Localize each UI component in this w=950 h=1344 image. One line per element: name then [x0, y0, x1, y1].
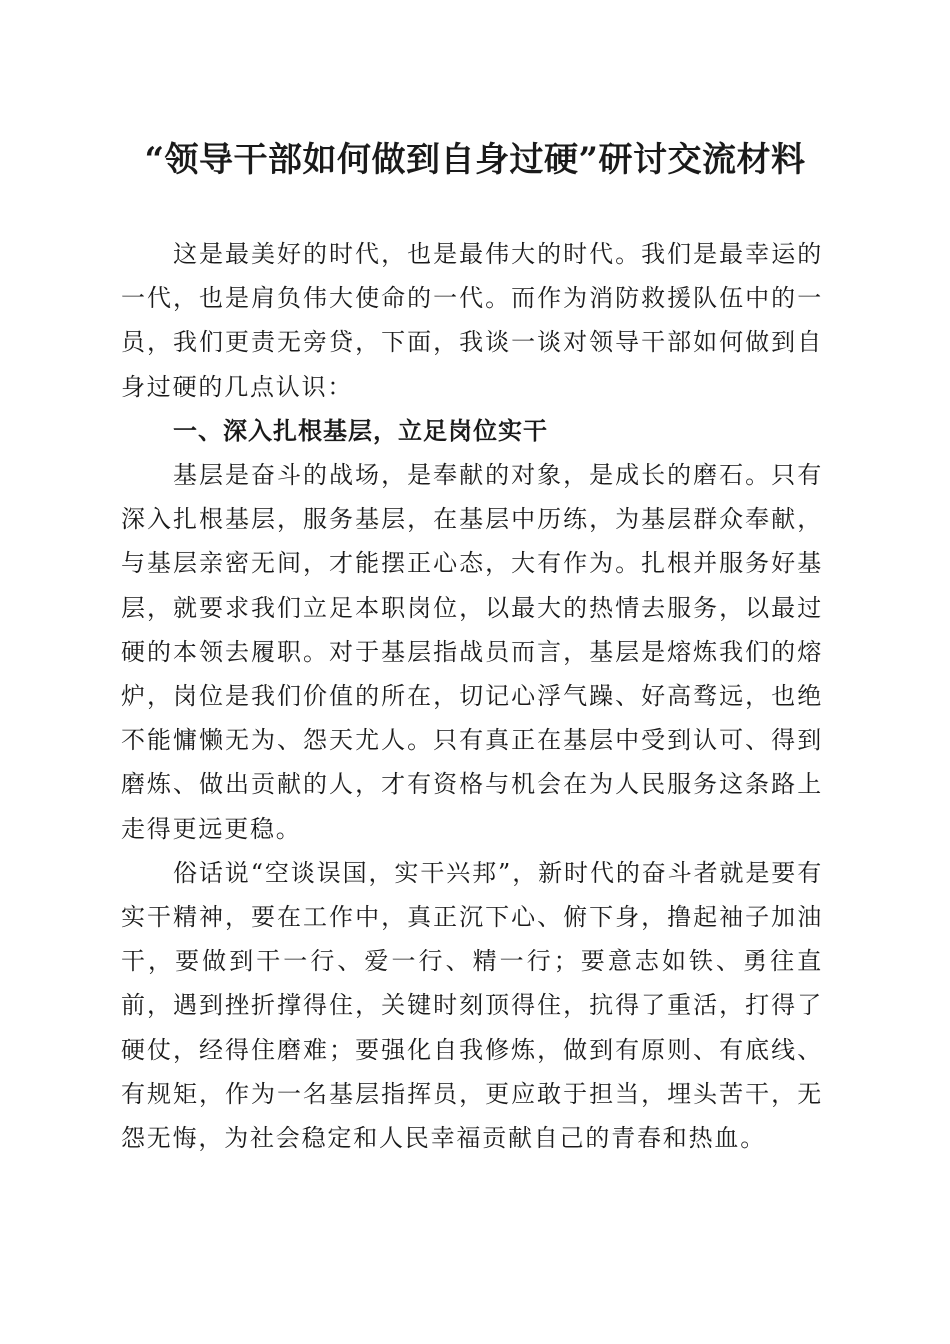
- body-paragraph: 俗话说“空谈误国，实干兴邦”，新时代的奋斗者就是要有实干精神，要在工作中，真正沉下心、俯下身，撸起袖子加油干，要做到干一行、爱一行、精一行；要意志如铁、勇往直前，遇到挫折撑得住，关键时刻顶得住，抗得了重活，打得了硬仗，经得住磨难；要强化自我修炼，做到有原则、有底线、有规矩，作为一名基层指挥员，更应敢于担当，埋头苦干，无怨无悔，为社会稳定和人民幸福贡献自己的青春和热血。: [121, 858, 823, 1153]
- document-body: [121, 232, 823, 1160]
- intro-paragraph: 这是最美好的时代，也是最伟大的时代。我们是最幸运的一代，也是肩负伟大使命的一代。而作为消防救援队伍中的一员，我们更责无旁贷，下面，我谈一谈对领导干部如何做到自身过硬的几点认识：: [121, 240, 823, 401]
- body-paragraph: 基层是奋斗的战场，是奉献的对象，是成长的磨石。只有深入扎根基层，服务基层，在基层中历练，为基层群众奉献，与基层亲密无间，才能摆正心态，大有作为。扎根并服务好基层，就要求我们立足本职岗位，以最大的热情去服务，以最过硬的本领去履职。对于基层指战员而言，基层是熔炼我们的熔炉，岗位是我们价值的所在，切记心浮气躁、好高骛远，也绝不能慵懒无为、怨天尤人。只有真正在基层中受到认可、得到磨炼、做出贡献的人，才有资格与机会在为人民服务这条路上走得更远更稳。: [121, 461, 823, 843]
- section-heading: 一、深入扎根基层，立足岗位实干: [173, 415, 548, 445]
- document-title: “领导干部如何做到自身过硬”研讨交流材料: [144, 140, 806, 180]
